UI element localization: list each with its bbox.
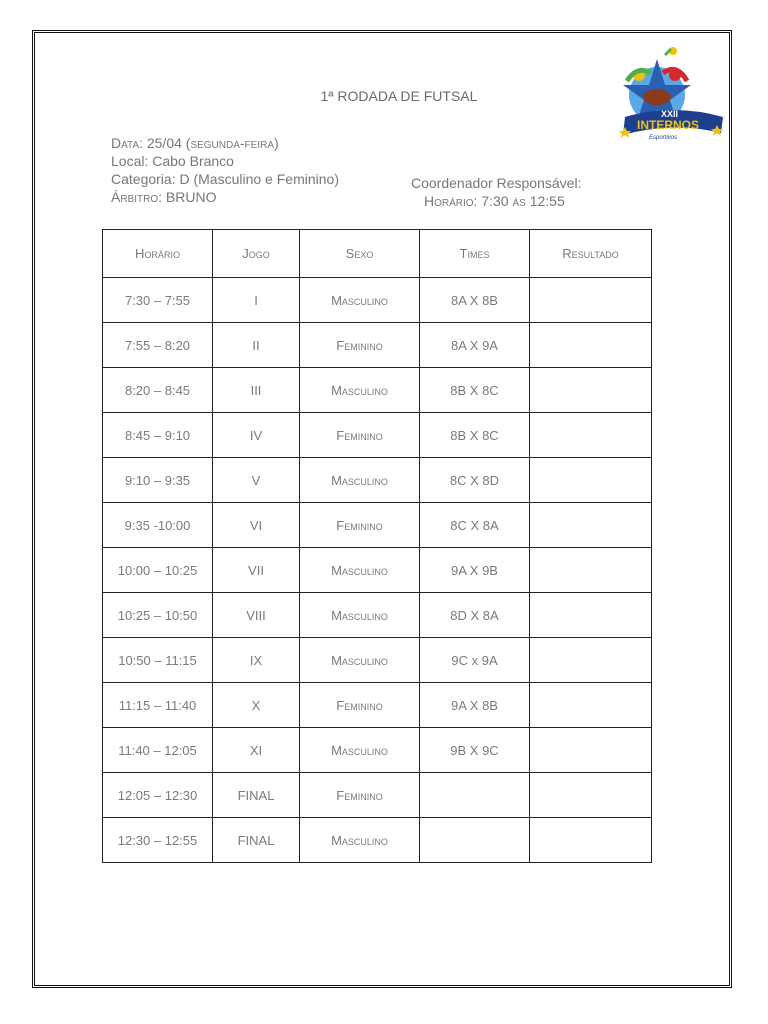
cell-sexo: Masculino [300,728,420,773]
cell-horario: 10:25 – 10:50 [103,593,213,638]
header-resultado: Resultado [530,230,652,278]
cell-horario: 8:45 – 9:10 [103,413,213,458]
table-header-row [103,230,652,278]
schedule-table [102,229,652,863]
cell-resultado [530,773,652,818]
cell-times: 9C x 9A [420,638,530,683]
cell-horario: 7:55 – 8:20 [103,323,213,368]
info-arbitro: Árbitro: BRUNO [111,189,217,205]
cell-times: 8D X 8A [420,593,530,638]
header-horario: Horário [103,230,213,278]
cell-times: 8C X 8A [420,503,530,548]
cell-resultado [530,728,652,773]
cell-resultado [530,593,652,638]
info-coordenador: Coordenador Responsável: [411,175,582,191]
cell-resultado [530,458,652,503]
cell-sexo: Masculino [300,638,420,683]
logo-text-sub: Esportivos [649,135,678,141]
cell-horario: 12:30 – 12:55 [103,818,213,863]
cell-horario: 8:20 – 8:45 [103,368,213,413]
cell-resultado [530,683,652,728]
cell-horario: 10:50 – 11:15 [103,638,213,683]
cell-jogo: IX [213,638,300,683]
cell-times: 8A X 9A [420,323,530,368]
table-row [103,548,652,593]
table-row [103,818,652,863]
cell-horario: 11:15 – 11:40 [103,683,213,728]
info-local: Local: Cabo Branco [111,153,234,169]
cell-horario: 9:35 -10:00 [103,503,213,548]
cell-times: 8A X 8B [420,278,530,323]
table-row [103,728,652,773]
table-row [103,458,652,503]
cell-sexo: Masculino [300,278,420,323]
cell-sexo: Feminino [300,503,420,548]
cell-times: 8B X 8C [420,368,530,413]
info-right-block [411,174,581,210]
cell-jogo: FINAL [213,773,300,818]
cell-jogo: VI [213,503,300,548]
cell-times [420,773,530,818]
table-row [103,278,652,323]
table-row [103,683,652,728]
table-row [103,503,652,548]
cell-jogo: V [213,458,300,503]
cell-sexo: Masculino [300,548,420,593]
cell-horario: 9:10 – 9:35 [103,458,213,503]
cell-sexo: Feminino [300,323,420,368]
table-row [103,773,652,818]
cell-sexo: Masculino [300,368,420,413]
cell-resultado [530,638,652,683]
cell-times [420,818,530,863]
cell-sexo: Masculino [300,818,420,863]
cell-jogo: VII [213,548,300,593]
cell-resultado [530,368,652,413]
cell-sexo: Masculino [300,458,420,503]
cell-resultado [530,818,652,863]
info-data: Data: 25/04 (segunda-feira) [111,135,279,151]
cell-sexo: Feminino [300,773,420,818]
header-jogo: Jogo [213,230,300,278]
cell-jogo: IV [213,413,300,458]
cell-resultado [530,278,652,323]
table-row [103,368,652,413]
cell-resultado [530,503,652,548]
cell-resultado [530,548,652,593]
trophy-star-logo-icon [617,45,729,157]
cell-sexo: Feminino [300,683,420,728]
cell-sexo: Masculino [300,593,420,638]
cell-horario: 7:30 – 7:55 [103,278,213,323]
cell-resultado [530,323,652,368]
cell-times: 9A X 9B [420,548,530,593]
cell-jogo: XI [213,728,300,773]
info-block [111,134,339,206]
cell-horario: 11:40 – 12:05 [103,728,213,773]
cell-sexo: Feminino [300,413,420,458]
cell-jogo: FINAL [213,818,300,863]
cell-times: 8C X 8D [420,458,530,503]
cell-times: 9A X 8B [420,683,530,728]
cell-jogo: II [213,323,300,368]
document-title: 1ª RODADA DE FUTSAL [320,88,478,104]
cell-jogo: VIII [213,593,300,638]
cell-resultado [530,413,652,458]
cell-times: 9B X 9C [420,728,530,773]
table-row [103,593,652,638]
info-horario: Horário: 7:30 às 12:55 [424,193,565,209]
logo-text-main: INTERNOS [637,118,700,132]
cell-horario: 12:05 – 12:30 [103,773,213,818]
info-categoria: Categoria: D (Masculino e Feminino) [111,171,339,187]
logo-text-top: XXII [661,109,679,119]
cell-times: 8B X 8C [420,413,530,458]
cell-jogo: III [213,368,300,413]
cell-jogo: X [213,683,300,728]
table-row [103,323,652,368]
cell-jogo: I [213,278,300,323]
table-row [103,638,652,683]
table-row [103,413,652,458]
header-sexo: Sexo [300,230,420,278]
cell-horario: 10:00 – 10:25 [103,548,213,593]
header-times: Times [420,230,530,278]
